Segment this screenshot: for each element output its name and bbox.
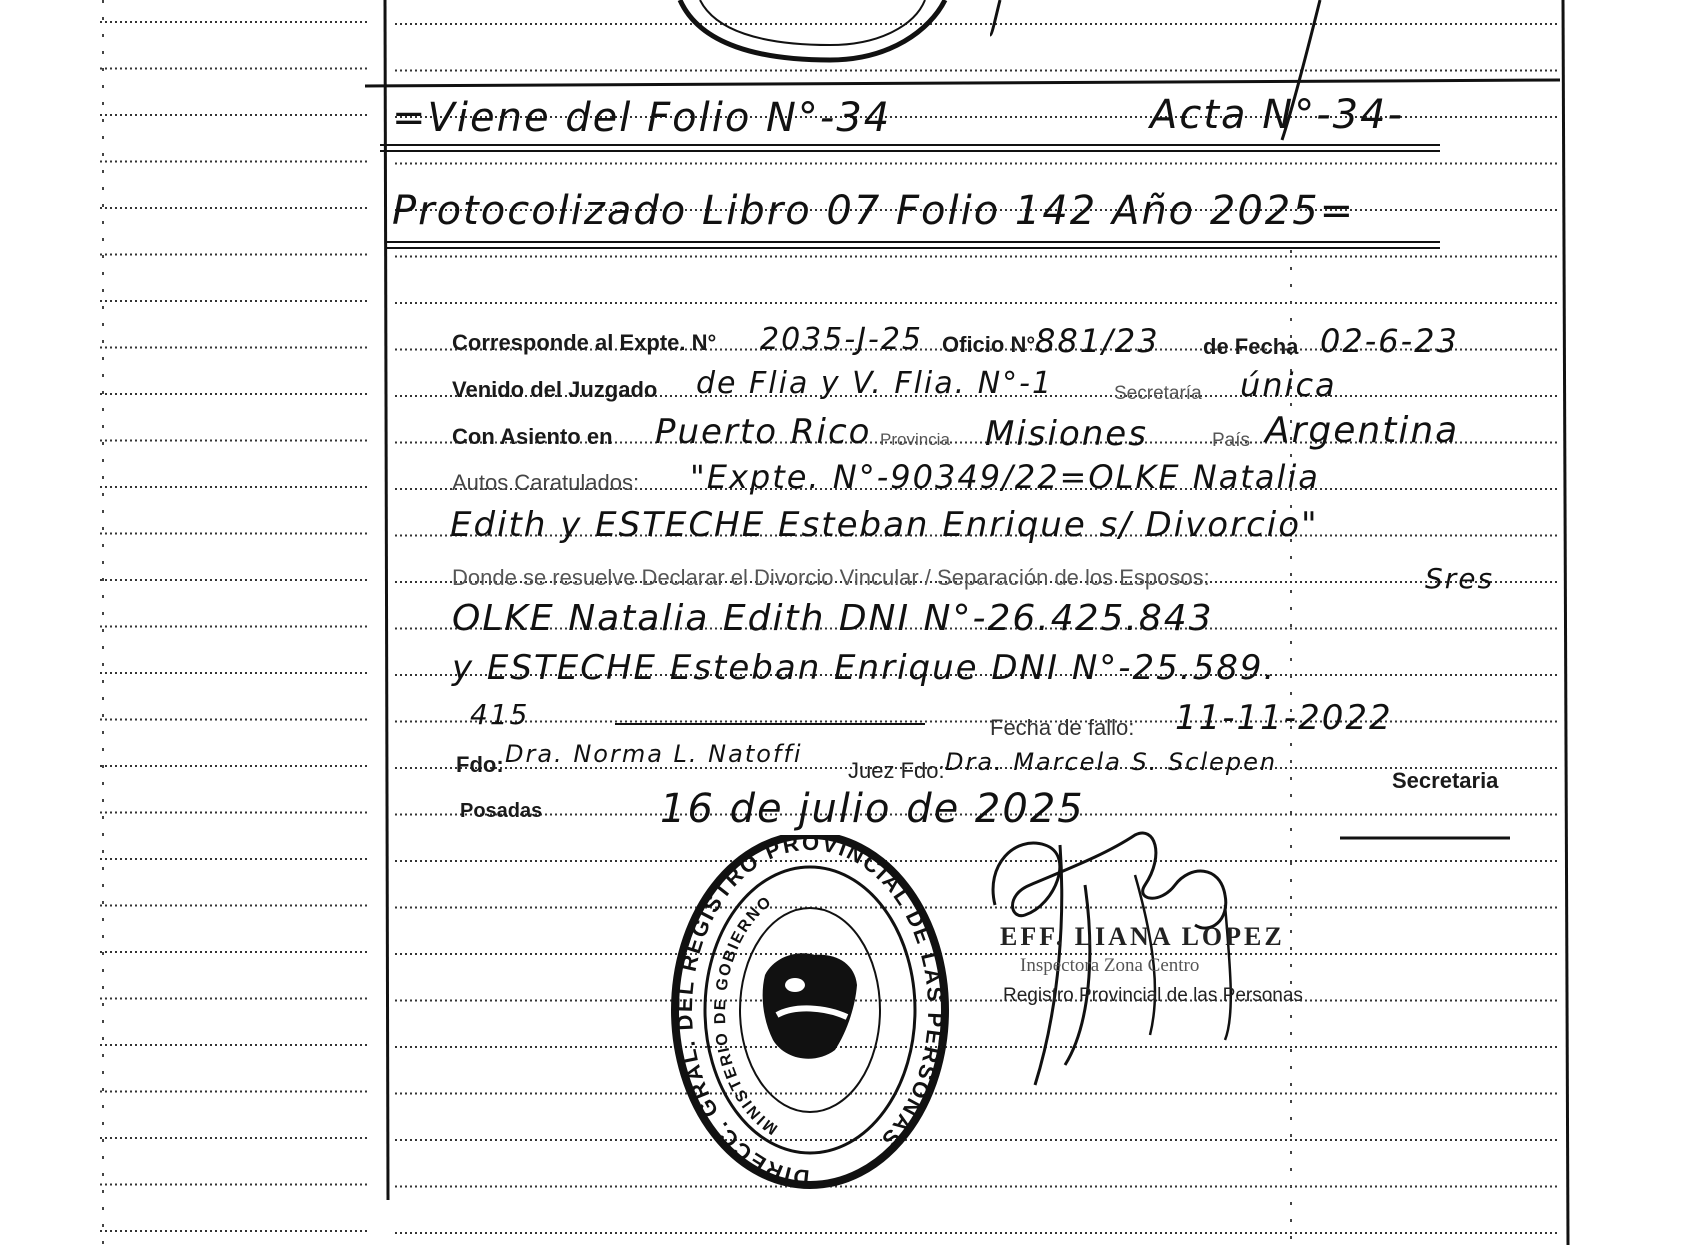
expte-label: Corresponde al Expte. N° — [452, 330, 717, 355]
asiento-value: Puerto Rico — [655, 412, 872, 452]
asiento-label: Con Asiento en — [452, 424, 613, 449]
fallo-value: 11-11-2022 — [1175, 698, 1393, 738]
resuelve-value-3: 415 — [470, 698, 530, 731]
signer-org: Registro Provincial de las Personas — [1003, 985, 1303, 1006]
secretaria-value: única — [1240, 366, 1337, 404]
posadas-label: Posadas — [460, 800, 543, 822]
oficio-value: 881/23 — [1035, 322, 1160, 360]
provincia-value: Misiones — [985, 414, 1148, 454]
fecha-label: de Fecha — [1203, 334, 1299, 359]
expte-value: 2035-J-25 — [760, 322, 924, 357]
seal-outer-text: DIRECC. GRAL. DEL REGISTRO PROVINCIAL DE LAS PERSONAS — [671, 835, 949, 1191]
seal-inner-text: MINISTERIO DE GOBIERNO — [711, 892, 781, 1138]
fecha-value: 02-6-23 — [1320, 322, 1459, 360]
juez-value: Dra. Marcela S. Sclepen — [945, 748, 1278, 776]
fdo-label: Fdo: — [456, 752, 504, 777]
posadas-value: 16 de julio de 2025 — [660, 786, 1085, 832]
secretaria2-label: Secretaria — [1392, 768, 1499, 793]
resuelve-value-2: y ESTECHE Esteban Enrique DNI N°-25.589. — [452, 648, 1277, 688]
venido-value: de Flia y V. Flia. N°-1 — [696, 366, 1054, 401]
provincia-label: Provincia — [880, 430, 950, 449]
venido-label: Venido del Juzgado — [452, 377, 658, 402]
autos-value-1: "Expte. N°-90349/22=OLKE Natalia — [690, 458, 1320, 496]
signer-name: EFF. LIANA LOPEZ — [1000, 922, 1285, 951]
secretaria-label: Secretaría — [1114, 383, 1202, 404]
fdo-value: Dra. Norma L. Natoffi — [505, 740, 803, 768]
oficio-label: Oficio N° — [942, 332, 1036, 357]
pais-label: País — [1212, 430, 1251, 451]
fallo-label: Fecha de fallo: — [990, 715, 1135, 740]
resuelve-label: Donde se resuelve Declarar el Divorcio Vincular / Separación de los Esposos: — [452, 565, 1210, 590]
autos-label: Autos Caratulados: — [452, 470, 640, 495]
official-seal — [665, 835, 955, 1205]
pais-value: Argentina — [1265, 410, 1460, 451]
juez-label: Juez Fdo: — [848, 758, 945, 783]
signer-title: Inspectora Zona Centro — [1020, 955, 1200, 976]
acta-number: Acta N°-34- — [1150, 92, 1404, 138]
resuelve-value-0: Sres — [1425, 562, 1495, 595]
autos-value-2: Edith y ESTECHE Esteban Enrique s/ Divorcio" — [450, 505, 1319, 545]
coat-of-arms-icon — [763, 953, 857, 1059]
protocolizado: Protocolizado Libro 07 Folio 142 Año 2025= — [392, 188, 1356, 234]
viene-del-folio: =Viene del Folio N°-34 — [392, 95, 892, 141]
resuelve-value-1: OLKE Natalia Edith DNI N°-26.425.843 — [452, 598, 1214, 639]
